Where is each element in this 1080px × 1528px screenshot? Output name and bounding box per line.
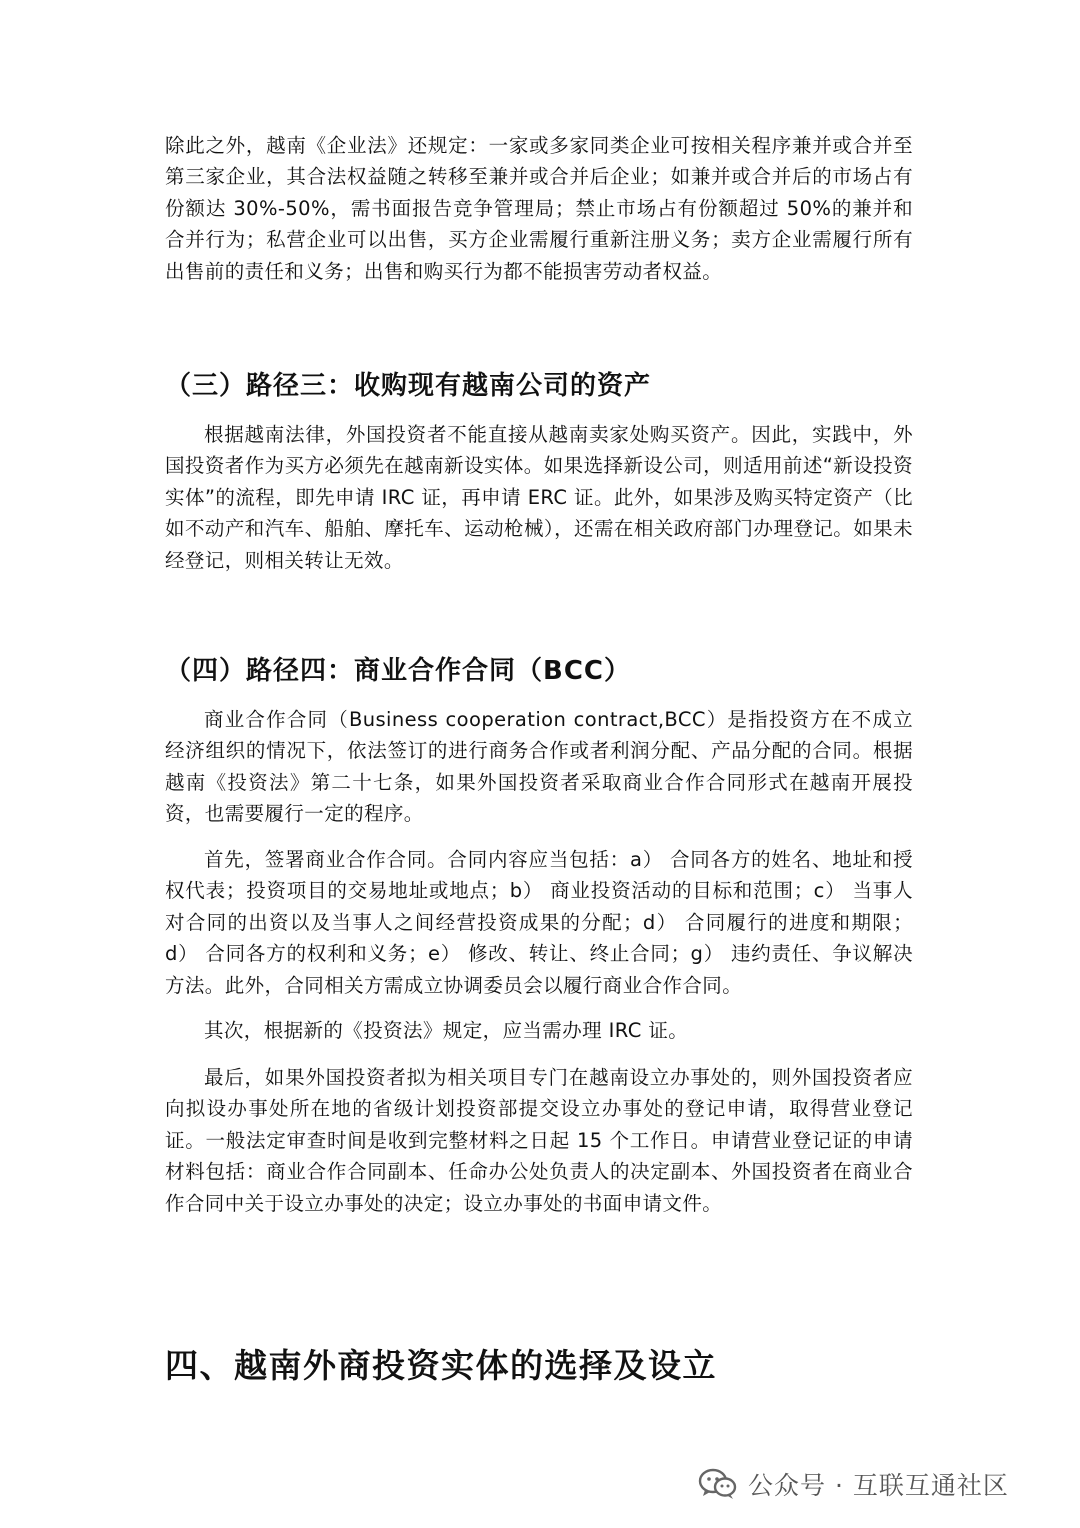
heading-path-four: （四）路径四：商业合作合同（BCC） [165, 656, 631, 686]
watermark-text: 公众号 · 互联互通社区 [748, 1471, 1009, 1500]
paragraph-bcc-second: 其次，根据新的《投资法》规定，应当需办理 IRC 证。 [204, 1019, 689, 1042]
heading-path-three: （三）路径三：收购现有越南公司的资产 [165, 371, 652, 401]
wechat-icon [698, 1468, 738, 1500]
paragraph-bcc-last: 最后，如果外国投资者拟为相关项目专门在越南设立办事处的，则外国投资者应向拟设办事处所在地的省级计划投资部提交设立办事处的登记申请，取得营业登记证。一般法定审查时间是收到完整材料之日起 15 个工作日。申请营业登记证的申请材料包括：商业合作合同副本、任命办公处负责人的决定副本、外国投资者在商业合作合同中关于设立办事处的决定；设立办事处的书面申请文件。 [165, 1066, 913, 1215]
watermark [698, 1462, 1009, 1506]
paragraph-merger-rules: 除此之外，越南《企业法》还规定：一家或多家同类企业可按相关程序兼并或合并至第三家企业，其合法权益随之转移至兼并或合并后企业；如兼并或合并后的市场占有份额达 30%-50%，需书面报告竞争管理局；禁止市场占有份额超过 50%的兼并和合并行为；私营企业可以出售，买方企业需履行重新注册义务；卖方企业需履行所有出售前的责任和义务；出售和购买行为都不能损害劳动者权益。 [165, 134, 913, 283]
heading-section-four: 四、越南外商投资实体的选择及设立 [165, 1346, 717, 1385]
paragraph-bcc-first: 首先，签署商业合作合同。合同内容应当包括：a） 合同各方的姓名、地址和授权代表；投资项目的交易地址或地点；b） 商业投资活动的目标和范围；c） 当事人对合同的出资以及当事人之间经营投资成果的分配；d） 合同履行的进度和期限；d） 合同各方的权利和义务；e） 修改、转让、终止合同；g） 违约责任、争议解决方法。此外，合同相关方需成立协调委员会以履行商业合作合同。 [165, 848, 913, 997]
paragraph-bcc-definition: 商业合作合同（Business cooperation contract,BCC）是指投资方在不成立经济组织的情况下，依法签订的进行商务合作或者利润分配、产品分配的合同。根据越南《投资法》第二十七条，如果外国投资者采取商业合作合同形式在越南开展投资，也需要履行一定的程序。 [165, 708, 913, 826]
paragraph-path-three: 根据越南法律，外国投资者不能直接从越南卖家处购买资产。因此，实践中，外国投资者作为买方必须先在越南新设实体。如果选择新设公司，则适用前述“新设投资实体”的流程，即先申请 IRC 证，再申请 ERC 证。此外，如果涉及购买特定资产（比如不动产和汽车、船舶、摩托车、运动枪械），还需在相关政府部门办理登记。如果未经登记，则相关转让无效。 [165, 423, 913, 572]
